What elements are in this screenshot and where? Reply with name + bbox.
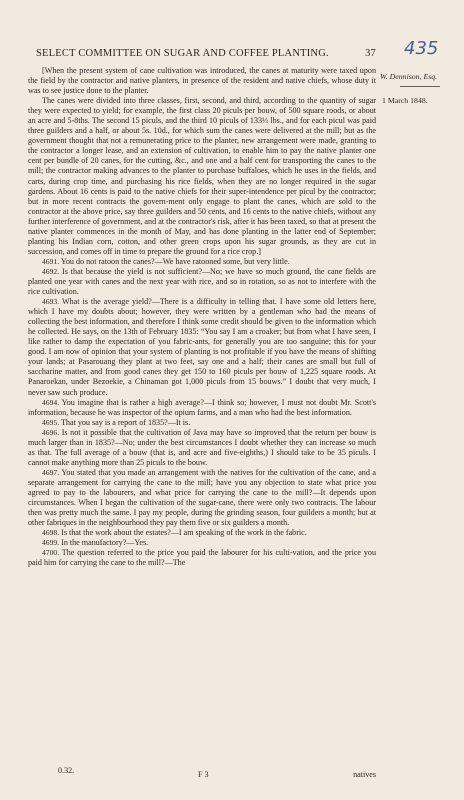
question-number: 4695. — [42, 417, 60, 427]
question-number: 4699. — [42, 538, 60, 548]
paragraph-text: Is that because the yield is not sufficient?—No; we have so much ground, the cane fields are planted one year with canes and the next year with rice, and so in rotation, so as not to interfere with the rice cultivation. — [28, 266, 376, 297]
statement-paragraph — [28, 96, 376, 257]
running-header — [36, 48, 376, 59]
signature-mark: F 3 — [198, 770, 209, 779]
question-paragraph — [28, 267, 376, 297]
header-title: SELECT COMMITTEE ON SUGAR AND COFFEE PLANTING. — [36, 48, 329, 59]
paragraph-text: Is that the work about the estates?—I am speaking of the work in the fabric. — [61, 528, 307, 538]
paragraph-text: That you say is a report of 1835?—It is. — [60, 417, 191, 427]
handwritten-folio-number: 435 — [404, 38, 439, 59]
question-paragraph — [28, 548, 376, 568]
witness-name: W. Dennison, Esq. — [380, 72, 438, 81]
paragraph-text: In the manufactory?—Yes. — [61, 538, 149, 548]
question-number: 4698. — [42, 528, 60, 538]
question-number: 4693. — [42, 297, 60, 307]
question-number: 4691. — [42, 256, 60, 266]
paragraph-text: [When the present system of cane cultivation was introduced, the canes at maturity were taxed upon the field by the contractor and native planters, in presence of the resident and native chiefs, whose duty it was to see justice done to the planter. — [28, 66, 376, 96]
question-paragraph — [28, 257, 376, 267]
question-number: 4696. — [42, 427, 60, 437]
evidence-body — [28, 66, 376, 568]
lower-number: 0.32. — [58, 766, 75, 775]
question-number: 4700. — [42, 548, 60, 558]
question-paragraph — [28, 398, 376, 418]
question-paragraph — [28, 538, 376, 548]
question-paragraph — [28, 528, 376, 538]
paragraph-text: The canes were divided into three classes, first, second, and third, according to the quantity of sugar they were expected to yield; for example, the first class 20 piculs per bouw, of 500 square roods, or about an acre and 5-8ths. The second 15 piculs, and the third 10 piculs of 133⅓ lbs., and for each picul was paid three guilders and a half, or about 5s. 10d., for which sum the canes were delivered at the mill; but as the government thought that not a remunerating price to the planter, new arrangement were made, granting to the contractor a longer lease, and an extension of cultivation, to enable him to pay the native planter one cent per bundle of 20 canes, for the cutting, &c., and one and a half cent for transporting the canes to the mill; the contractor making advances to the planter to purchase buffaloes, which he uses in the fields, and carts, during crop time, and purchasing his rice fields, when they are no longer required in the sugar gardens. About 16 cents is paid to the native chiefs for their super-intendence per picul by the contractor; but in more recent contracts the govern-ment only engage to plant the canes, which are sold to the contractor at the above price, say three guilders and 50 cents, and 16 cents to the native chiefs, without any further interference of government, and at the contractor's risk, after it has been taxed, so that at present the native planter commences in the month of May, and has done planting in the latter end of September; planting his Indian corn, cotton, and other green crops upon his sugar grounds, as they are cut in succession, and comes off in time to prepare the ground for a rice crop.] — [28, 96, 376, 256]
statement-paragraph — [28, 66, 376, 96]
margin-rule — [400, 86, 440, 87]
paragraph-text: What is the average yield?—There is a difficulty in telling that. I have some old letters here, which I have my doubts about; however, they were written by a gentleman who had the means of collecting the best information, and therefore I think some credit should be given to the information which he collected. He says, on the 13th of February 1835: “You say I am a croaker; but from what I have seen, I like rather to damp the expectation of you fabric-ants, for generally you are too sanguine; this for your good. I am now of opinion that your system of planting is not profitable if you have the means of shifting your lands; at Pasarouang they plant at two feet, say one and a half; their canes are small but full of saccharine matter, and from good canes they get 150 to 160 piculs per bouw of 1,225 square roods. At Panaroekan, under Bezoekie, a Chinaman got 1,000 piculs from 15 bouws.” I doubt that very much, I never saw such produce. — [28, 297, 376, 397]
paragraph-text: You imagine that is rather a high average?—I think so; however, I must not doubt Mr. Scott's information, because he was inspector of the opium farms, and a man who had the best information. — [28, 397, 376, 417]
evidence-date: 1 March 1848. — [382, 96, 428, 105]
question-number: 4692. — [42, 266, 60, 276]
paragraph-text: You do not ratoon the canes?—We have ratooned some, but very little. — [60, 256, 290, 266]
question-paragraph — [28, 418, 376, 428]
paragraph-text: The question referred to the price you paid the labourer for his culti-vation, and the price you paid him for carrying the cane to the mill?—The — [28, 548, 376, 568]
question-number: 4694. — [42, 397, 60, 407]
paragraph-text: You stated that you made an arrangement with the natives for the cultivation of the cane, and a separate arrangement for carrying the cane to the mill; have you any objection to state what price you agreed to pay to the labourers, and what price for carrying the cane to the mill?—It depends upon circumstances. When I began the cultivation of the sugar-cane, there were only two contracts. The labour then was pretty much the same. I pay my people, during the grinding season, four guilders a month; but at other fabriques in the neighbourhood they pay them five or six guilders a month. — [28, 467, 376, 528]
question-paragraph — [28, 428, 376, 468]
page-number: 37 — [365, 48, 376, 59]
question-number: 4697. — [42, 467, 60, 477]
question-paragraph — [28, 468, 376, 528]
question-paragraph — [28, 297, 376, 397]
catchword: natives — [353, 770, 376, 779]
paragraph-text: Is not it possible that the cultivation of Java may have so improved that the return per bouw is much larger than in 1835?—No; under the best circumstances I doubt whether they can increase so much as that. The full average of a bouw (that is, and acre and five-eighths,) I should take to be 35 piculs. I cannot make anything more than 25 piculs to the bouw. — [28, 427, 376, 467]
